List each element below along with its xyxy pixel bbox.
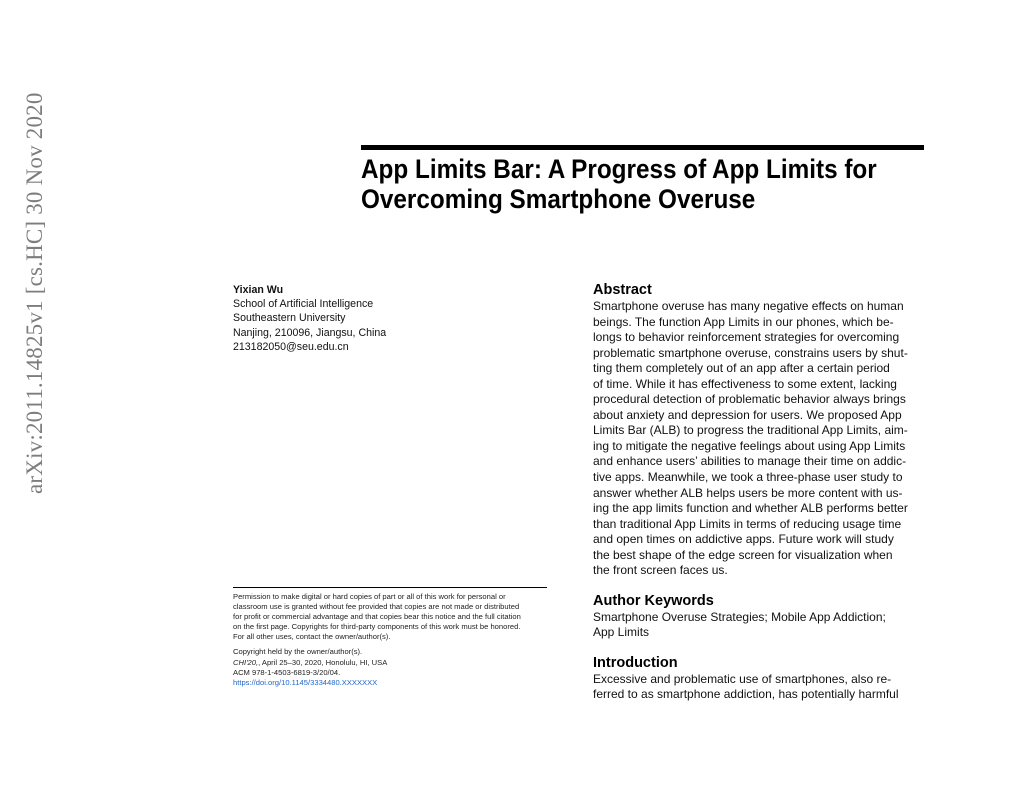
footnote-rule	[233, 587, 547, 588]
abstract-line: tive apps. Meanwhile, we took a three-phase user study to	[593, 470, 903, 485]
author-university: Southeastern University	[233, 312, 346, 325]
permission-line: Permission to make digital or hard copies of part or all of this work for personal or	[233, 592, 506, 601]
abstract-line: ing the app limits function and whether ALB performs better	[593, 501, 908, 516]
abstract-line: and open times on addictive apps. Future work will study	[593, 532, 894, 547]
permission-line: classroom use is granted without fee provided that copies are not made or distributed	[233, 602, 520, 612]
abstract-line: problematic smartphone overuse, constrains users by shut-	[593, 345, 908, 360]
permission-line: on the first page. Copyrights for third-party components of this work must be honored.	[233, 622, 521, 632]
abstract-line: procedural detection of problematic behavior always brings	[593, 392, 906, 407]
abstract-line: ting them completely out of an app after a certain period	[593, 361, 890, 376]
venue-line	[233, 658, 553, 668]
permission-line: for profit or commercial advantage and that copies bear this notice and the full citation	[233, 612, 521, 622]
keywords-line: Smartphone Overuse Strategies; Mobile App Addiction;	[593, 609, 886, 624]
isbn-line: ACM 978-1-4503-6819-3/20/04.	[233, 667, 341, 677]
keywords-line: App Limits	[593, 625, 650, 640]
introduction-line: ferred to as smartphone addiction, has potentially harmful	[593, 687, 899, 702]
author-block	[233, 283, 553, 354]
introduction-section	[593, 654, 913, 703]
doi-link[interactable]: https://doi.org/10.1145/3334480.XXXXXXX	[233, 677, 378, 687]
permission-line: For all other uses, contact the owner/author(s).	[233, 632, 391, 642]
abstract-line: of time. While it has effectiveness to some extent, lacking	[593, 376, 897, 391]
right-column	[593, 281, 913, 703]
abstract-line: the front screen faces us.	[593, 563, 728, 578]
abstract-line: answer whether ALB helps users be more content with us-	[593, 485, 903, 500]
arxiv-identifier-stamp: arXiv:2011.14825v1 [cs.HC] 30 Nov 2020	[22, 92, 47, 494]
introduction-body	[593, 672, 913, 703]
keywords-heading: Author Keywords	[593, 592, 714, 609]
title-line-1: App Limits Bar: A Progress of App Limits for	[361, 154, 877, 184]
abstract-line: Limits Bar (ALB) to progress the traditional App Limits, aim-	[593, 423, 908, 438]
abstract-section	[593, 281, 913, 579]
copyright-line: Copyright held by the owner/author(s).	[233, 647, 363, 657]
introduction-heading: Introduction	[593, 654, 678, 671]
abstract-line: about anxiety and depression for users. We proposed App	[593, 407, 902, 422]
paper-title	[361, 154, 919, 214]
author-email: 213182050@seu.edu.cn	[233, 340, 349, 353]
author-affiliation: School of Artificial Intelligence	[233, 298, 374, 311]
abstract-line: Smartphone overuse has many negative effects on human	[593, 299, 904, 313]
abstract-heading: Abstract	[593, 282, 652, 298]
title-rule	[361, 145, 924, 150]
abstract-body	[593, 299, 913, 579]
venue-details: , April 25–30, 2020, Honolulu, HI, USA	[258, 657, 388, 667]
abstract-line: the best shape of the edge screen for visualization when	[593, 547, 893, 562]
venue-name: CHI'20,	[233, 657, 259, 667]
keywords-section	[593, 592, 913, 641]
title-line-2: Overcoming Smartphone Overuse	[361, 184, 756, 214]
abstract-line: than traditional App Limits in terms of reducing usage time	[593, 516, 902, 531]
abstract-line: and enhance users’ abilities to manage their time on addic-	[593, 454, 907, 469]
abstract-line: beings. The function App Limits in our phones, which be-	[593, 314, 894, 329]
keywords-body	[593, 610, 913, 641]
copyright-footnote	[233, 592, 553, 688]
abstract-line: longs to behavior reinforcement strategies for overcoming	[593, 330, 900, 345]
author-address: Nanjing, 210096, Jiangsu, China	[233, 326, 387, 339]
author-name: Yixian Wu	[233, 284, 284, 296]
permission-notice	[233, 592, 553, 642]
abstract-line: ing to mitigate the negative feelings about using App Limits	[593, 438, 906, 453]
introduction-line: Excessive and problematic use of smartphones, also re-	[593, 671, 892, 686]
